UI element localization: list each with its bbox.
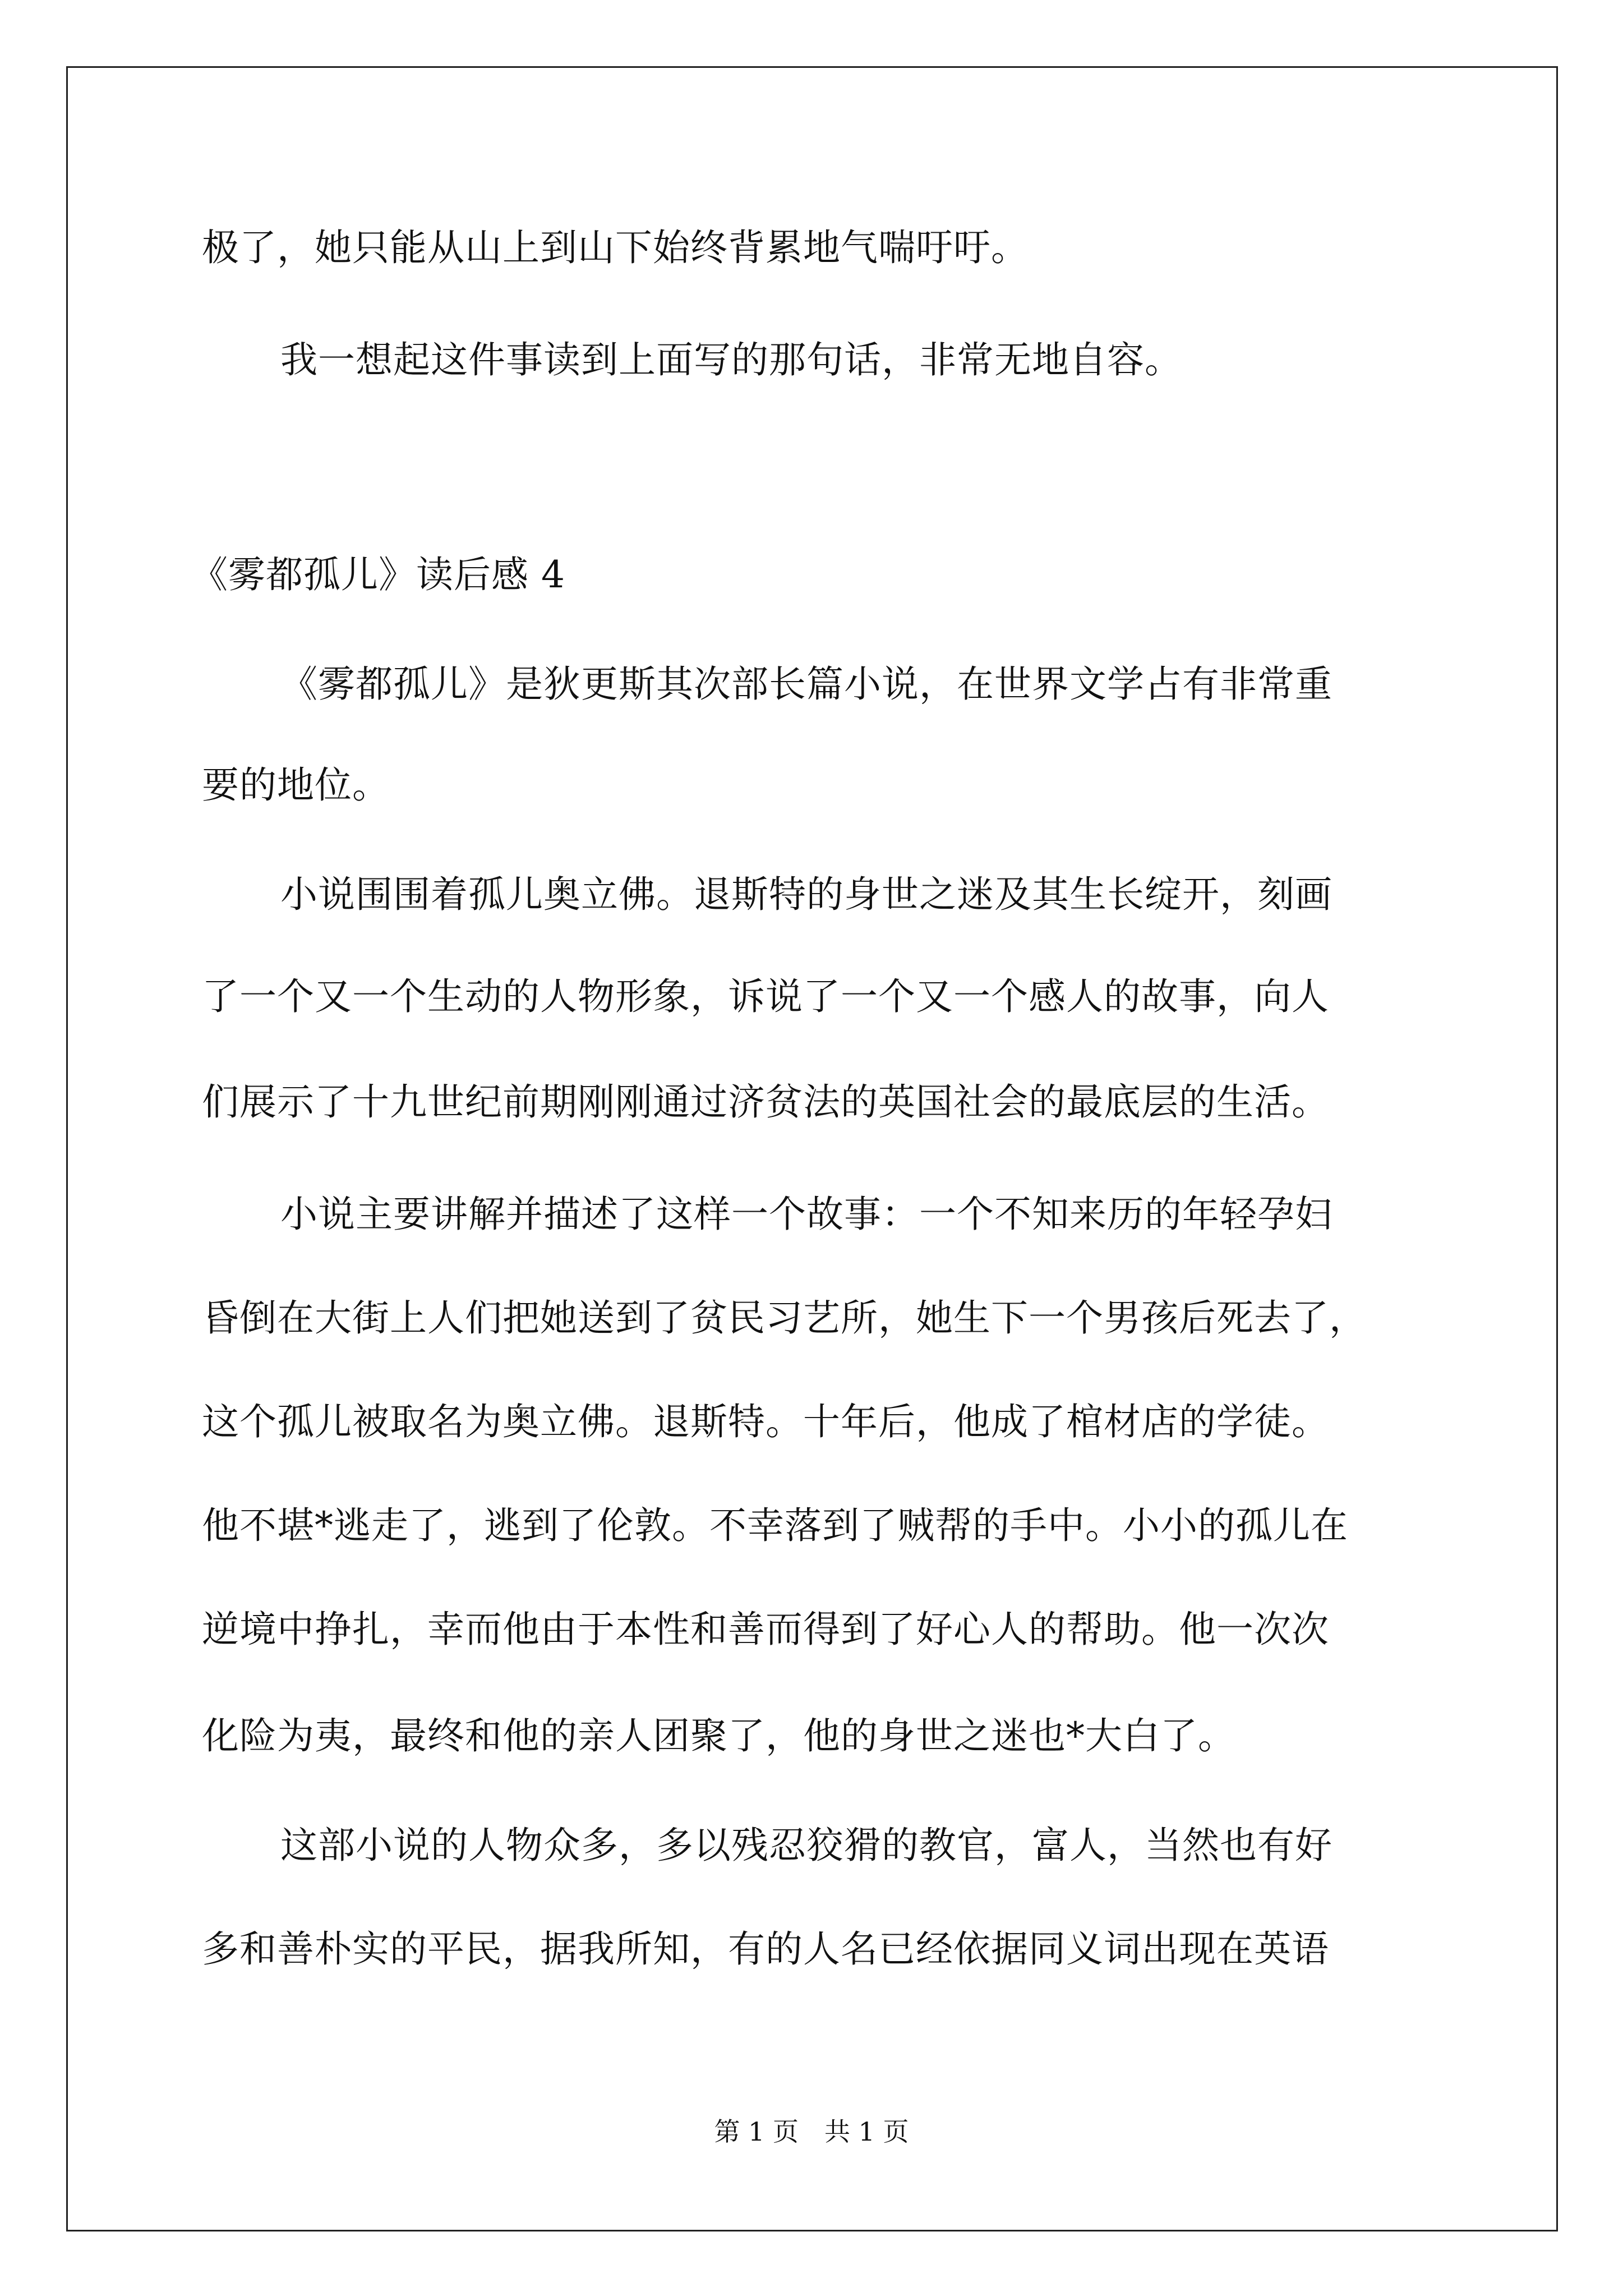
body-line: 我一想起这件事读到上面写的那句话，非常无地自容。: [280, 338, 1182, 381]
body-line: 他不堪*逃走了，逃到了伦敦。不幸落到了贼帮的手中。小小的孤儿在: [202, 1504, 1348, 1547]
body-line: 多和善朴实的平民，据我所知，有的人名已经依据同义词出现在英语: [202, 1927, 1329, 1971]
body-line: 逆境中挣扎，幸而他由于本性和善而得到了好心人的帮助。他一次次: [202, 1608, 1329, 1651]
body-line: 《雾都孤儿》是狄更斯其次部长篇小说，在世界文学占有非常重: [280, 662, 1332, 706]
body-line: 这个孤儿被取名为奥立佛。退斯特。十年后，他成了棺材店的学徒。: [202, 1400, 1329, 1443]
body-line: 了一个又一个生动的人物形象，诉说了一个又一个感人的故事，向人: [202, 975, 1329, 1018]
body-line: 化险为夷，最终和他的亲人团聚了，他的身世之迷也*大白了。: [202, 1714, 1235, 1757]
body-line: 们展示了十九世纪前期刚刚通过济贫法的英国社会的最底层的生活。: [202, 1080, 1329, 1124]
body-line: 要的地位。: [202, 763, 390, 807]
body-line: 小说主要讲解并描述了这样一个故事：一个不知来历的年轻孕妇: [280, 1193, 1332, 1236]
body-line: 这部小说的人物众多，多以残忍狡猾的教官，富人，当然也有好: [280, 1824, 1332, 1867]
body-line: 极了，她只能从山上到山下始终背累地气喘吁吁。: [202, 226, 1029, 269]
page-footer: 第 1 页 共 1 页: [714, 2116, 909, 2147]
section-heading: 《雾都孤儿》读后感 4: [191, 553, 565, 596]
body-line: 小说围围着孤儿奥立佛。退斯特的身世之迷及其生长绽开，刻画: [280, 873, 1332, 916]
page-border: [66, 66, 1558, 2231]
body-line: 昏倒在大街上人们把她送到了贫民习艺所，她生下一个男孩后死去了，: [202, 1296, 1367, 1340]
